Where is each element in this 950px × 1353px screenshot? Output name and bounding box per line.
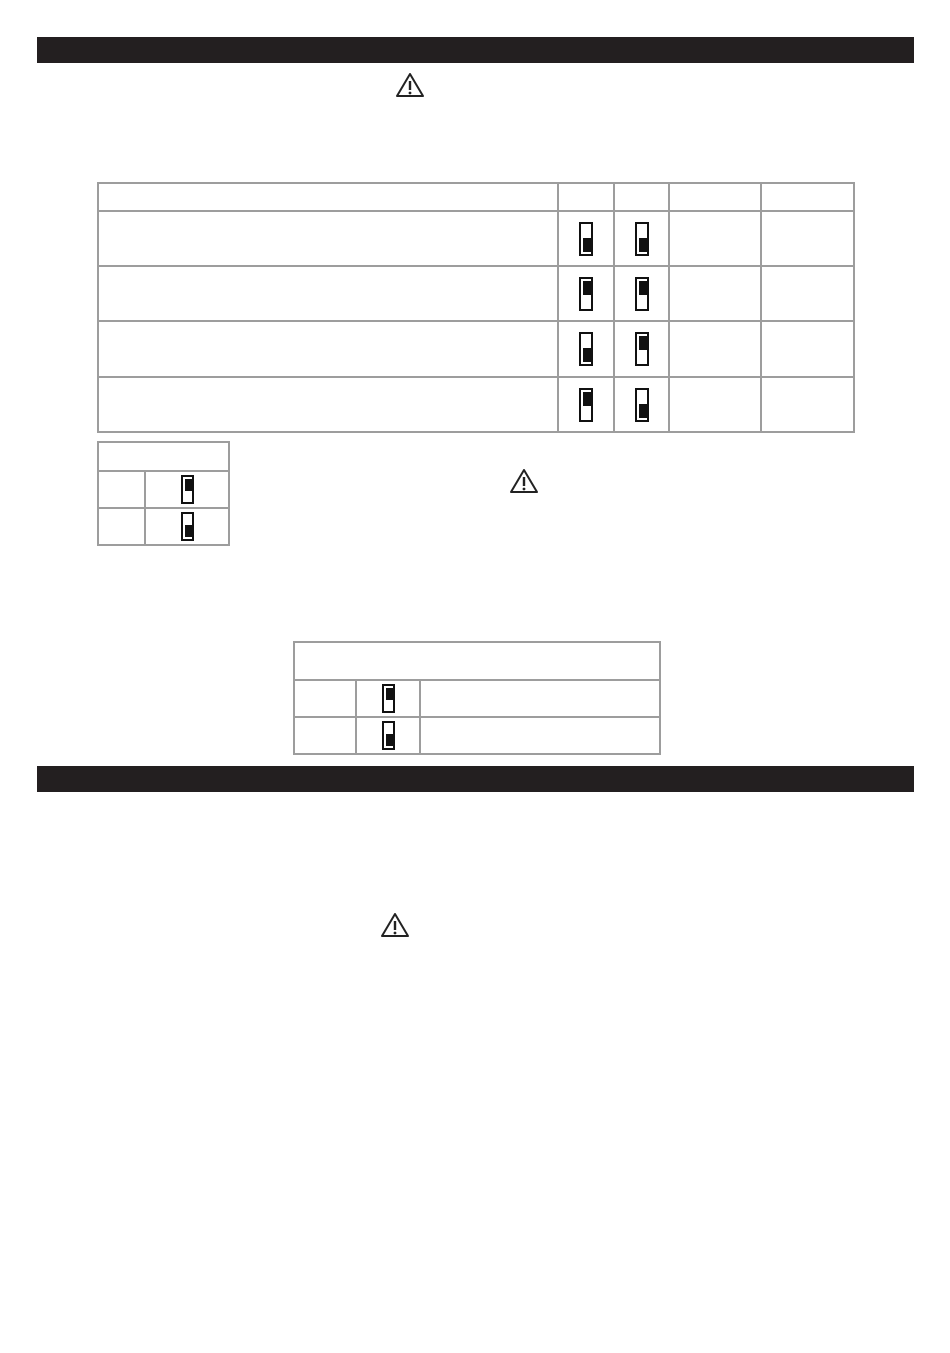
label-cell [98, 471, 145, 508]
dip-switch-icon [181, 512, 194, 541]
header-cell [614, 183, 669, 211]
label-cell [294, 680, 356, 717]
dip-switch-icon [635, 332, 649, 366]
switch-legend-table [97, 441, 230, 546]
table-header-row [294, 642, 660, 680]
dip-switch-icon [579, 277, 593, 311]
dip-switch-icon [635, 277, 649, 311]
description-cell [420, 680, 660, 717]
table-row [98, 211, 854, 266]
table-header-row [98, 442, 229, 471]
section-header-bar-2 [37, 766, 914, 792]
value-cell [761, 266, 854, 321]
header-cell [294, 642, 660, 680]
table-row [98, 377, 854, 432]
description-cell [420, 717, 660, 754]
header-cell [98, 183, 558, 211]
header-cell [98, 442, 229, 471]
dip-switch-icon [382, 684, 395, 713]
header-cell [761, 183, 854, 211]
description-cell [98, 211, 558, 266]
header-cell [558, 183, 614, 211]
table-row [98, 321, 854, 377]
warning-triangle-icon [380, 912, 410, 938]
warning-triangle-icon [509, 468, 539, 494]
switch-function-table [293, 641, 661, 755]
label-cell [98, 508, 145, 545]
table-row [294, 717, 660, 754]
value-cell [669, 211, 761, 266]
value-cell [669, 321, 761, 377]
value-cell [761, 321, 854, 377]
dip-switch-icon [579, 388, 593, 422]
dip-switch-icon [382, 721, 395, 750]
table-row [98, 266, 854, 321]
dip-switch-icon [579, 332, 593, 366]
value-cell [669, 266, 761, 321]
description-cell [98, 321, 558, 377]
dip-switch-icon [635, 388, 649, 422]
dip-switch-icon [181, 475, 194, 504]
dip-switch-icon [635, 222, 649, 256]
table-row [98, 471, 229, 508]
value-cell [761, 211, 854, 266]
value-cell [669, 377, 761, 432]
dip-switch-icon [579, 222, 593, 256]
description-cell [98, 266, 558, 321]
dip-switch-settings-table [97, 182, 855, 433]
table-row [98, 508, 229, 545]
description-cell [98, 377, 558, 432]
table-header-row [98, 183, 854, 211]
label-cell [294, 717, 356, 754]
value-cell [761, 377, 854, 432]
table-row [294, 680, 660, 717]
header-cell [669, 183, 761, 211]
warning-triangle-icon [395, 72, 425, 98]
section-header-bar-1 [37, 37, 914, 63]
